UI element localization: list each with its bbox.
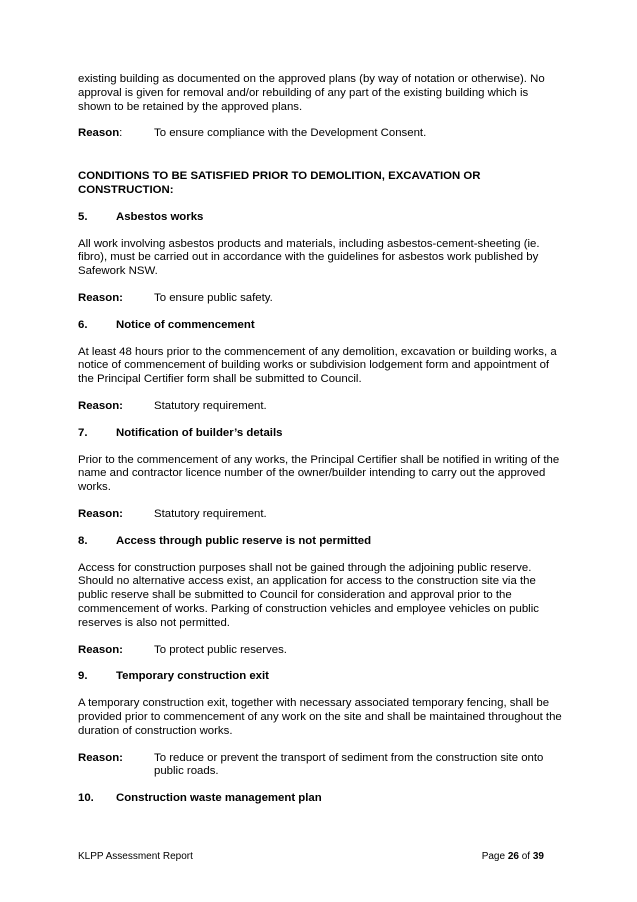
reason-text: To ensure compliance with the Development Consent. (154, 127, 427, 140)
condition-reason (78, 400, 564, 414)
reason-text: To protect public reserves. (154, 643, 287, 656)
page-indicator: Page 26 of 39 (481, 851, 544, 862)
condition-number: 6. (78, 318, 88, 331)
condition-6 (78, 319, 564, 414)
current-page: 26 (507, 851, 519, 862)
condition-heading (78, 670, 564, 684)
reason-label: Reason: (78, 751, 123, 764)
condition-body: Access for construction purposes shall not be gained through the adjoining public reserve. Should no alternative access exist, an application for access to the construction site via the public reserve shall be submitted to Council for consideration and approval prior to the commencement of works. Parking of construction vehicles and employee vehicles on public reserves is also not permitted. (78, 561, 539, 629)
intro-reason (78, 127, 564, 141)
condition-9 (78, 670, 564, 779)
section-title: CONDITIONS TO BE SATISFIED PRIOR TO DEMOLITION, EXCAVATION OR CONSTRUCTION: (78, 170, 481, 196)
condition-reason (78, 644, 564, 658)
condition-body: At least 48 hours prior to the commencement of any demolition, excavation or building works, a notice of commencement of building works or subdivision lodgement form and appointment of the Principal Certifier form shall be submitted to Council. (78, 345, 557, 386)
condition-reason (78, 292, 564, 306)
condition-number: 5. (78, 210, 88, 223)
condition-heading (78, 319, 564, 333)
reason-text: To reduce or prevent the transport of sediment from the construction site onto public roads. (154, 751, 544, 778)
condition-body: All work involving asbestos products and materials, including asbestos-cement-sheeting (ie. fibro), must be carried out in accordance with the guidelines for asbestos work published by Safework NSW. (78, 237, 540, 278)
reason-text: Statutory requirement. (154, 399, 267, 412)
condition-heading (78, 535, 564, 549)
reason-label: Reason: (78, 507, 123, 520)
condition-title: Temporary construction exit (116, 670, 269, 683)
page-footer (78, 851, 544, 862)
condition-10-heading (78, 792, 564, 806)
condition-title: Construction waste management plan (116, 792, 322, 805)
reason-label: Reason: (78, 127, 123, 140)
condition-number: 9. (78, 670, 88, 683)
condition-heading (78, 211, 564, 225)
reason-text: To ensure public safety. (154, 291, 273, 304)
reason-label: Reason: (78, 643, 123, 656)
condition-5 (78, 211, 564, 306)
condition-title: Notice of commencement (116, 318, 255, 331)
document-page (78, 73, 564, 819)
condition-number: 7. (78, 426, 88, 439)
condition-body: Prior to the commencement of any works, the Principal Certifier shall be notified in writing of the name and contractor licence number of the owner/builder intending to carry out the approved works. (78, 453, 560, 494)
condition-title: Notification of builder’s details (116, 426, 283, 439)
condition-number: 10. (78, 792, 94, 805)
reason-text: Statutory requirement. (154, 507, 267, 520)
total-pages: 39 (532, 851, 544, 862)
condition-7 (78, 427, 564, 522)
intro-paragraph: existing building as documented on the approved plans (by way of notation or otherwise). No approval is given for removal and/or rebuilding of any part of the existing building which is shown to be retained by the approved plans. (78, 73, 545, 113)
condition-heading (78, 427, 564, 441)
condition-8 (78, 535, 564, 658)
reason-label: Reason: (78, 399, 123, 412)
condition-number: 8. (78, 534, 88, 547)
condition-body: A temporary construction exit, together with necessary associated temporary fencing, shall be provided prior to commencement of any work on the site and shall be maintained throughout the duration of construction works. (78, 697, 562, 737)
reason-label: Reason: (78, 291, 123, 304)
condition-reason (78, 508, 564, 522)
condition-title: Access through public reserve is not permitted (116, 534, 372, 547)
condition-reason (78, 752, 564, 780)
condition-title: Asbestos works (116, 210, 204, 223)
report-name: KLPP Assessment Report (78, 851, 193, 862)
